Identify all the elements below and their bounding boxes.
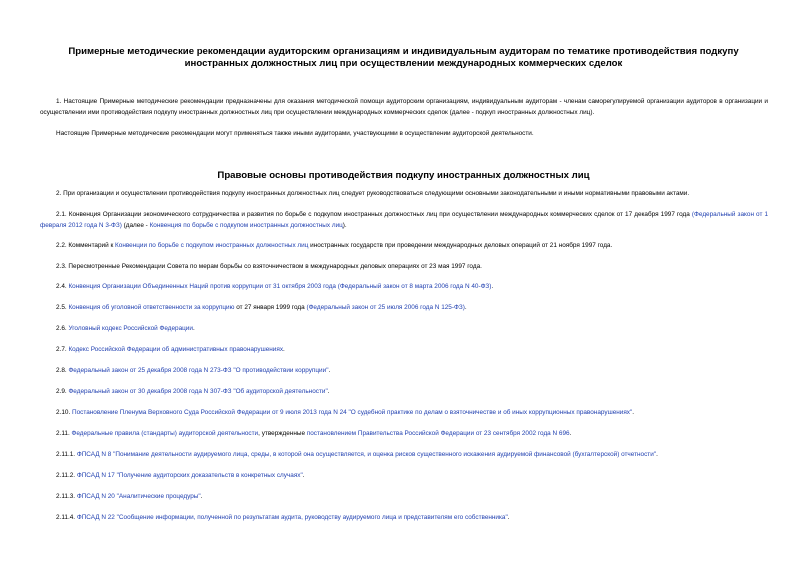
paragraph-2-1-text-3: ). (342, 221, 347, 229)
fpsad-22-link[interactable]: ФПСАД N 22 "Сообщение информации, полученной по результатам аудита, руководству аудируемого лица и представителям его собственника" (76, 514, 508, 521)
period: . (656, 451, 658, 458)
paragraph-2-1 (40, 210, 768, 231)
paragraph-2-3: 2.3. Пересмотренные Рекомендации Совета по мерам борьбы со взяточничеством в международных деловых операциях от 23 мая 1997 года. (56, 263, 482, 270)
paragraph-2-11-4 (40, 513, 768, 524)
federal-law-125fz-link[interactable]: (Федеральный закон от 25 июля 2006 года N 125-ФЗ) (306, 304, 465, 311)
section-heading: Правовые основы противодействия подкупу иностранных должностных лиц (217, 170, 590, 181)
period: . (327, 388, 330, 395)
paragraph-2-9 (40, 387, 768, 398)
paragraph-2-5 (40, 303, 768, 314)
un-convention-link[interactable]: Конвенция Организации Объединенных Наций против коррупции от 31 октября 2003 года (68, 283, 336, 290)
paragraph-2-6-number: 2.6. (56, 325, 69, 332)
paragraph-2-11-1 (40, 450, 768, 461)
fpsad-20-link[interactable]: ФПСАД N 20 "Аналитические процедуры" (76, 493, 201, 500)
period: . (464, 304, 467, 311)
government-resolution-696-link[interactable]: постановлением Правительства Российской Федерации от 23 сентября 2002 года N 696 (306, 430, 570, 437)
paragraph-2-11-2-number: 2.11.2. (56, 472, 77, 479)
paragraph-2-2-text-2: иностранных государств при проведении международных деловых операций от 21 ноября 1997 года. (308, 242, 613, 249)
fpsad-8-link[interactable]: ФПСАД N 8 "Понимание деятельности аудируемого лица, среды, в которой она осуществляется, и оценка рисков существенного искажения аудируемой финансовой (бухгалтерской) отчетности" (76, 451, 657, 458)
paragraph-2-10-number: 2.10. (56, 409, 72, 416)
paragraph-2-5-text: от 27 января 1999 года (234, 304, 307, 311)
convention-bribery-link-2[interactable]: Конвенции по борьбе с подкупом иностранных должностных лиц (115, 242, 309, 249)
federal-law-40fz-link[interactable]: (Федеральный закон от 8 марта 2006 года N 40-ФЗ) (337, 283, 492, 290)
paragraph-2-11-1-number: 2.11.1. (56, 451, 77, 458)
paragraph-2-11-2 (40, 471, 768, 482)
fpsad-17-link[interactable]: ФПСАД N 17 "Получение аудиторских доказательств в конкретных случаях" (76, 472, 303, 479)
paragraph-2-8 (40, 366, 768, 377)
paragraph-2: 2. При организации и осуществлении противодействия подкупу иностранных должностных лиц следует руководствоваться следующими основными законодательными и иными нормативными правовыми актами. (56, 190, 690, 197)
paragraph-2-11-text: , утвержденные (258, 430, 307, 437)
document-title: Примерные методические рекомендации аудиторским организациям и индивидуальным аудиторам по тематике противодействия подкупу иностранных должностных лиц при осуществлении международных коммерческих сделок (68, 46, 739, 69)
audit-standards-link[interactable]: Федеральные правила (стандарты) аудиторской деятельности (71, 430, 259, 437)
paragraph-2-1-text-2: (далее - (121, 221, 150, 229)
paragraph-2-4 (40, 282, 768, 293)
period: . (328, 367, 331, 374)
period: . (283, 346, 285, 353)
paragraph-2-10 (40, 408, 768, 419)
period: . (507, 514, 510, 521)
paragraph-2-8-number: 2.8. (56, 367, 69, 374)
paragraph-2-7 (40, 345, 768, 356)
period: . (632, 409, 635, 416)
paragraph-2-11-number: 2.11. (56, 430, 72, 437)
paragraph-2-2-text: 2.2. Комментарий к (56, 242, 116, 249)
paragraph-2-11-3 (40, 492, 768, 503)
period: . (491, 283, 494, 290)
federal-law-3fz-link[interactable]: (Федеральный закон от 1 февраля 2012 года N 3-ФЗ) (40, 211, 769, 229)
criminal-code-link[interactable]: Уголовный кодекс Российской Федерации (68, 325, 193, 332)
paragraph-2-5-number: 2.5. (56, 304, 69, 311)
paragraph-2-2 (40, 241, 768, 252)
period: . (569, 430, 572, 437)
period: . (192, 325, 195, 332)
federal-law-273fz-link[interactable]: Федеральный закон от 25 декабря 2008 года N 273-ФЗ "О противодействии коррупции" (68, 367, 329, 374)
paragraph-2-1-text: 2.1. Конвенция Организации экономического сотрудничества и развития по борьбе с подкупом иностранных должностных лиц при осуществлении международных коммерческих сделок от 17 декабря 1997 года (56, 211, 690, 218)
convention-bribery-link[interactable]: Конвенция по борьбе с подкупом иностранных должностных лиц (149, 221, 343, 229)
paragraph-2-11-4-number: 2.11.4. (56, 514, 77, 521)
criminal-convention-link[interactable]: Конвенция об уголовной ответственности за коррупцию (68, 304, 235, 311)
paragraph-2-7-number: 2.7. (56, 346, 69, 353)
paragraph-2-4-number: 2.4. (56, 283, 69, 290)
period: . (200, 493, 203, 500)
admin-code-link[interactable]: Кодекс Российской Федерации об административных правонарушениях (68, 346, 284, 353)
intro-paragraph-1: 1. Настоящие Примерные методические рекомендации предназначены для оказания методической помощи аудиторским организациям, индивидуальным аудиторам - членам саморегулируемой организации аудиторов в организации и осуществлении ими противодействия подкупу иностранных должностных лиц при осуществлении международных коммерческих сделок (далее - подкуп иностранных должностных лиц). (40, 98, 768, 116)
period: . (302, 472, 305, 479)
paragraph-2-11-3-number: 2.11.3. (56, 493, 77, 500)
paragraph-2-11 (40, 429, 768, 440)
paragraph-2-9-number: 2.9. (56, 388, 69, 395)
federal-law-307fz-link[interactable]: Федеральный закон от 30 декабря 2008 года N 307-ФЗ "Об аудиторской деятельности" (68, 388, 328, 395)
plenum-resolution-link[interactable]: Постановление Пленума Верховного Суда Российской Федерации от 9 июля 2013 года N 24 "О судебной практике по делам о взяточничестве и об иных коррупционных правонарушениях" (72, 409, 633, 416)
paragraph-2-6 (40, 324, 768, 335)
intro-paragraph-2: Настоящие Примерные методические рекомендации могут применяться также иными аудиторами, участвующими в осуществлении аудиторской деятельности. (56, 130, 534, 137)
